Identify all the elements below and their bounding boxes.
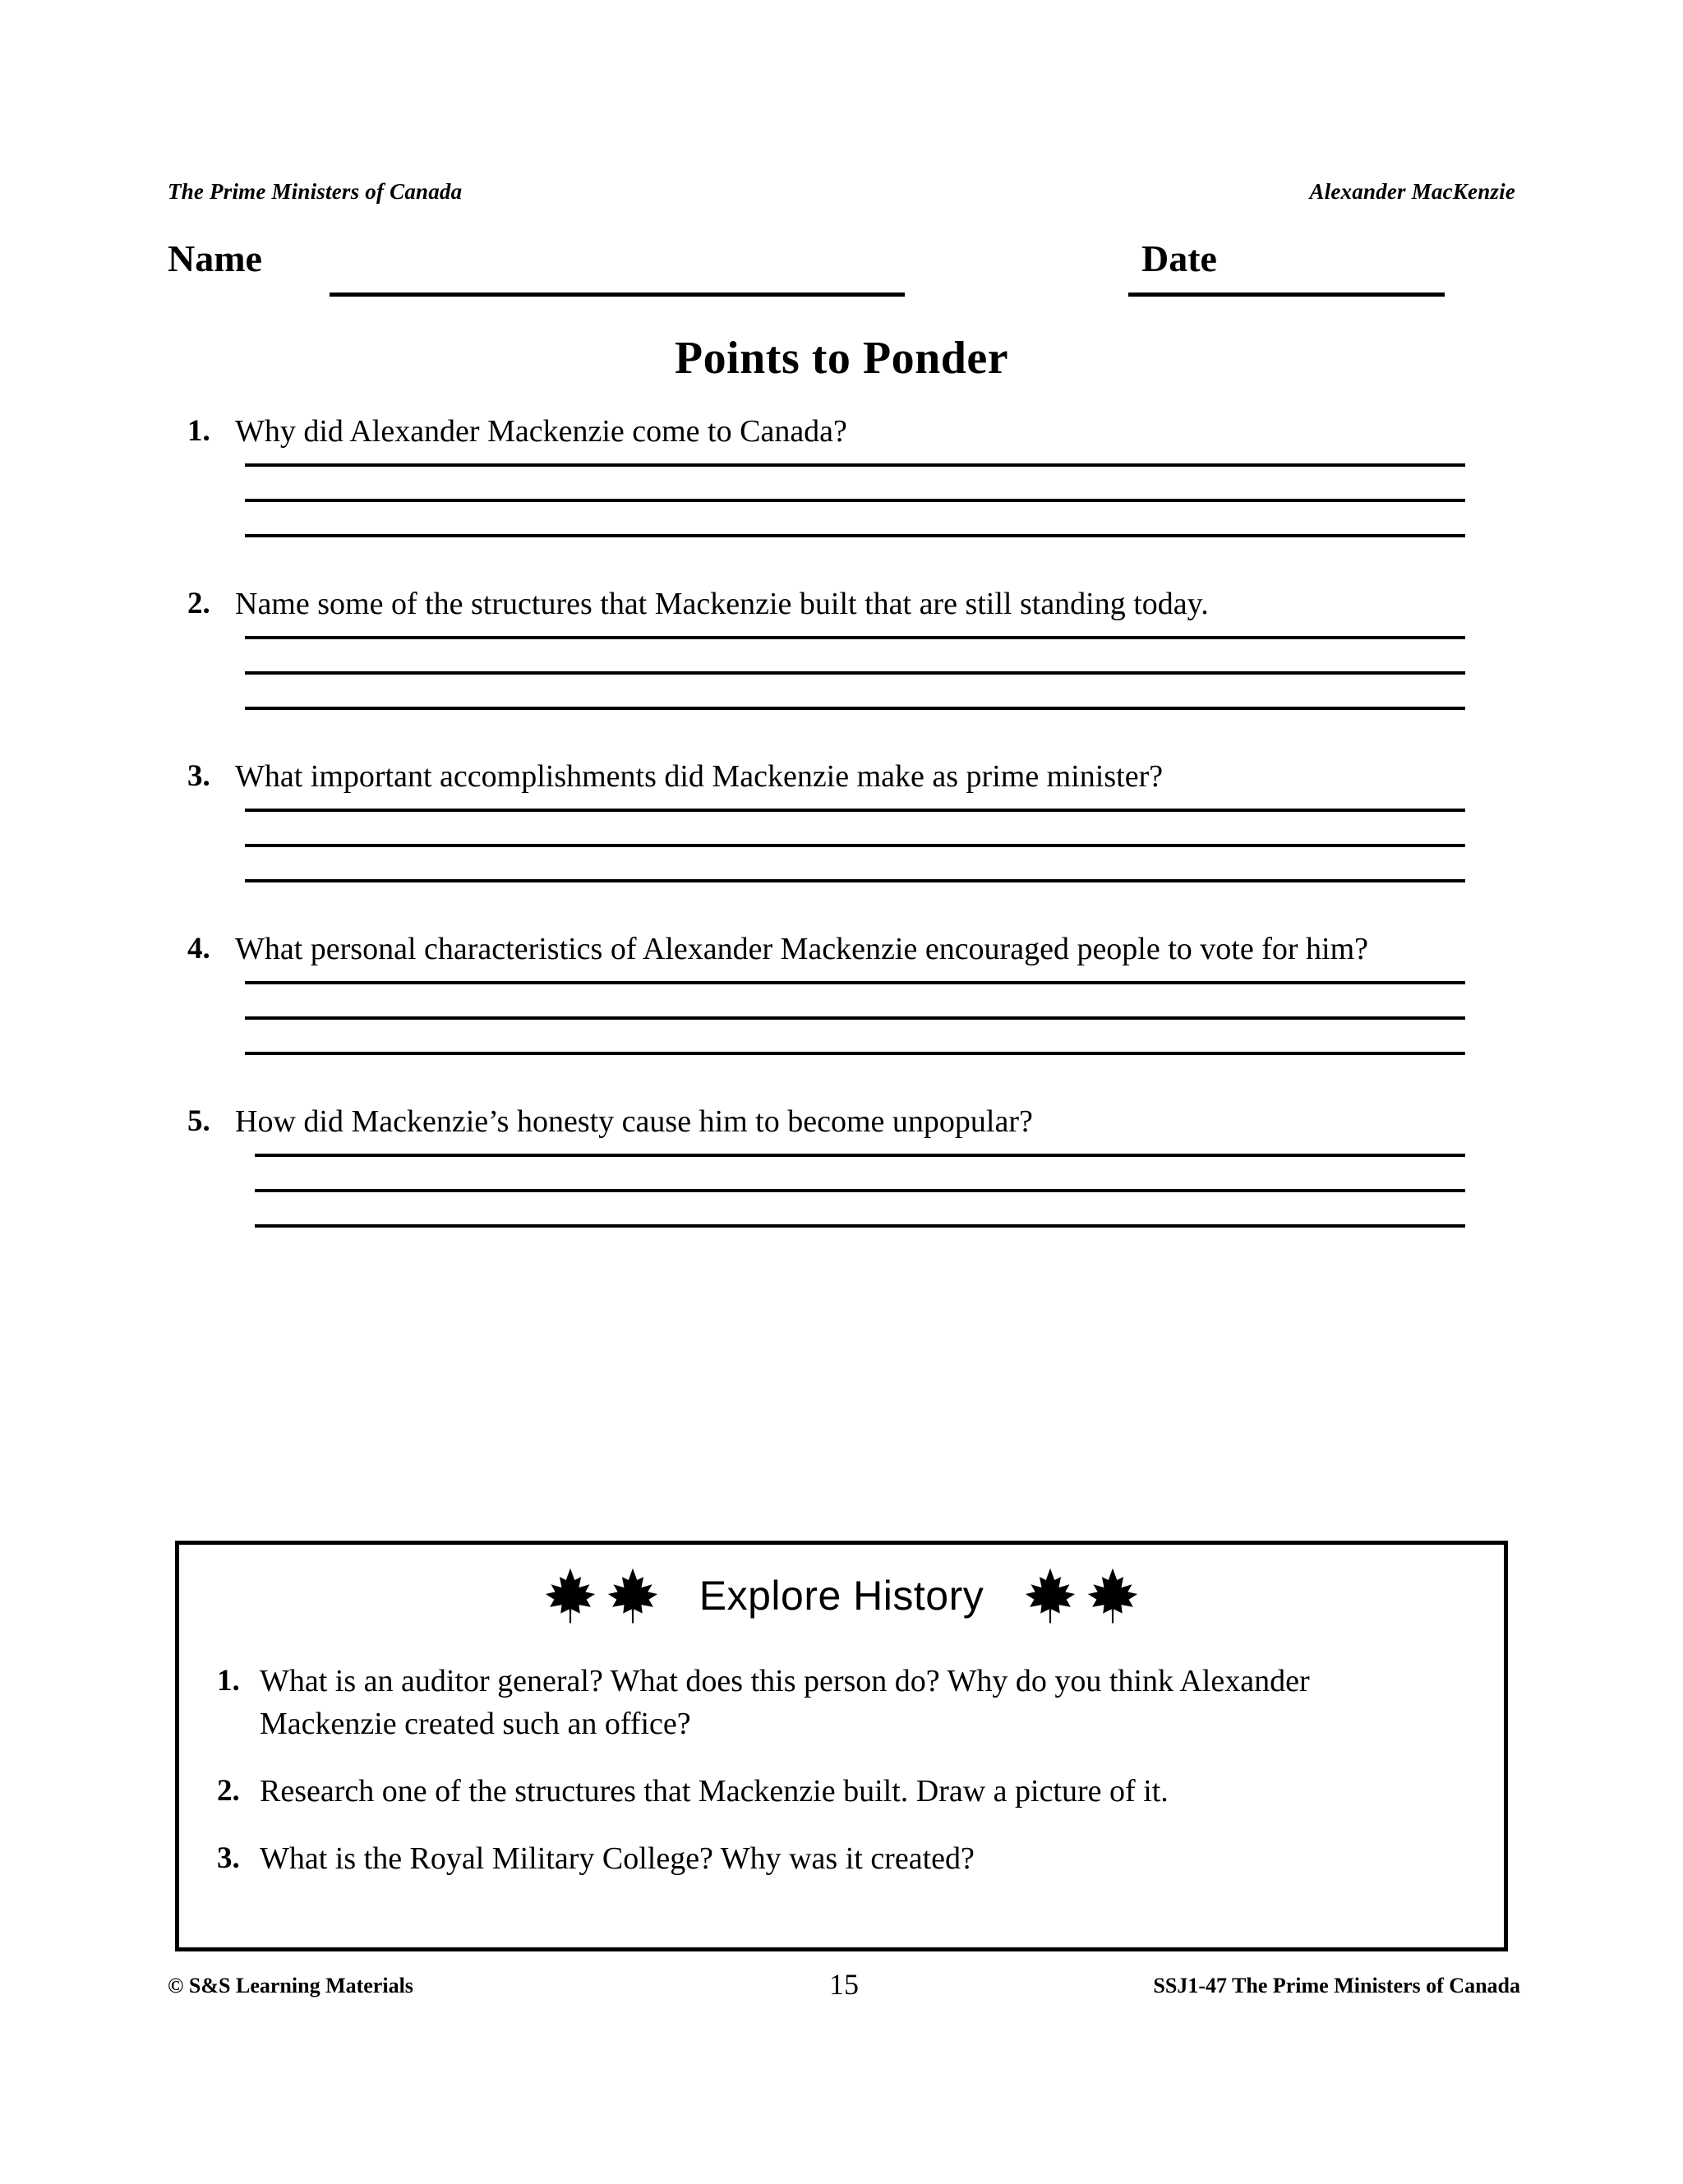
question-item bbox=[0, 756, 1683, 882]
question-text: What personal characteristics of Alexander Mackenzie encouraged people to vote for him? bbox=[235, 932, 1369, 966]
answer-line[interactable] bbox=[255, 1224, 1465, 1228]
explore-history-title: Explore History bbox=[699, 1573, 984, 1619]
explore-item-number: 1. bbox=[217, 1664, 240, 1698]
question-item bbox=[0, 1101, 1683, 1228]
maple-leaf-icon bbox=[543, 1566, 597, 1625]
page-footer bbox=[168, 1968, 1520, 2001]
answer-line[interactable] bbox=[245, 879, 1465, 882]
question-text: What important accomplishments did Mackenzie make as prime minister? bbox=[235, 759, 1164, 794]
footer-copyright: © S&S Learning Materials bbox=[168, 1974, 413, 1997]
maple-leaf-pair-right bbox=[1023, 1566, 1140, 1625]
date-label: Date bbox=[1141, 237, 1217, 279]
answer-line[interactable] bbox=[245, 844, 1465, 847]
answer-line[interactable] bbox=[245, 809, 1465, 812]
answer-line[interactable] bbox=[245, 981, 1465, 984]
running-head-right: Alexander MacKenzie bbox=[1309, 179, 1515, 204]
explore-history-item bbox=[217, 1837, 1474, 1880]
name-label: Name bbox=[168, 237, 262, 279]
maple-leaf-icon bbox=[606, 1566, 660, 1625]
explore-history-header bbox=[179, 1566, 1504, 1625]
question-number: 1. bbox=[187, 414, 210, 448]
questions-list bbox=[0, 411, 1683, 1228]
explore-item-number: 3. bbox=[217, 1841, 240, 1875]
maple-leaf-pair-left bbox=[543, 1566, 660, 1625]
explore-history-item bbox=[217, 1660, 1474, 1745]
answer-lines bbox=[0, 463, 1683, 537]
answer-line[interactable] bbox=[255, 1154, 1465, 1157]
answer-lines bbox=[0, 1154, 1683, 1228]
question-number: 2. bbox=[187, 587, 210, 620]
answer-line[interactable] bbox=[255, 1189, 1465, 1192]
answer-lines bbox=[0, 636, 1683, 710]
question-text: Why did Alexander Mackenzie come to Canada? bbox=[235, 414, 847, 449]
answer-lines bbox=[0, 809, 1683, 882]
question-number: 5. bbox=[187, 1104, 210, 1138]
explore-item-text: What is an auditor general? What does this person do? Why do you think Alexander Mackenzie created such an office? bbox=[260, 1664, 1310, 1741]
explore-item-text: Research one of the structures that Mackenzie built. Draw a picture of it. bbox=[260, 1774, 1169, 1808]
answer-line[interactable] bbox=[245, 707, 1465, 710]
answer-line[interactable] bbox=[245, 1016, 1465, 1020]
answer-line[interactable] bbox=[245, 1052, 1465, 1055]
question-number: 3. bbox=[187, 759, 210, 793]
running-head bbox=[168, 179, 1515, 205]
name-input-line[interactable] bbox=[330, 293, 905, 297]
question-text: Name some of the structures that Mackenzie built that are still standing today. bbox=[235, 587, 1209, 621]
date-input-line[interactable] bbox=[1128, 293, 1445, 297]
maple-leaf-icon bbox=[1023, 1566, 1077, 1625]
answer-line[interactable] bbox=[245, 534, 1465, 537]
answer-line[interactable] bbox=[245, 463, 1465, 467]
question-number: 4. bbox=[187, 932, 210, 965]
question-item bbox=[0, 583, 1683, 710]
explore-history-list bbox=[217, 1660, 1474, 1880]
explore-item-text: What is the Royal Military College? Why was it created? bbox=[260, 1841, 975, 1876]
question-item bbox=[0, 928, 1683, 1055]
name-date-row bbox=[168, 237, 1532, 297]
answer-line[interactable] bbox=[245, 636, 1465, 639]
footer-page-number: 15 bbox=[829, 1968, 859, 2001]
answer-lines bbox=[0, 981, 1683, 1055]
answer-line[interactable] bbox=[245, 499, 1465, 502]
footer-product-code: SSJ1-47 The Prime Ministers of Canada bbox=[1153, 1974, 1520, 1997]
answer-line[interactable] bbox=[245, 671, 1465, 675]
explore-history-item bbox=[217, 1770, 1474, 1813]
question-item bbox=[0, 411, 1683, 537]
maple-leaf-icon bbox=[1086, 1566, 1140, 1625]
running-head-left: The Prime Ministers of Canada bbox=[168, 179, 463, 204]
question-text: How did Mackenzie’s honesty cause him to become unpopular? bbox=[235, 1104, 1033, 1139]
explore-history-box bbox=[175, 1541, 1508, 1951]
explore-item-number: 2. bbox=[217, 1774, 240, 1808]
page-title: Points to Ponder bbox=[674, 333, 1009, 384]
